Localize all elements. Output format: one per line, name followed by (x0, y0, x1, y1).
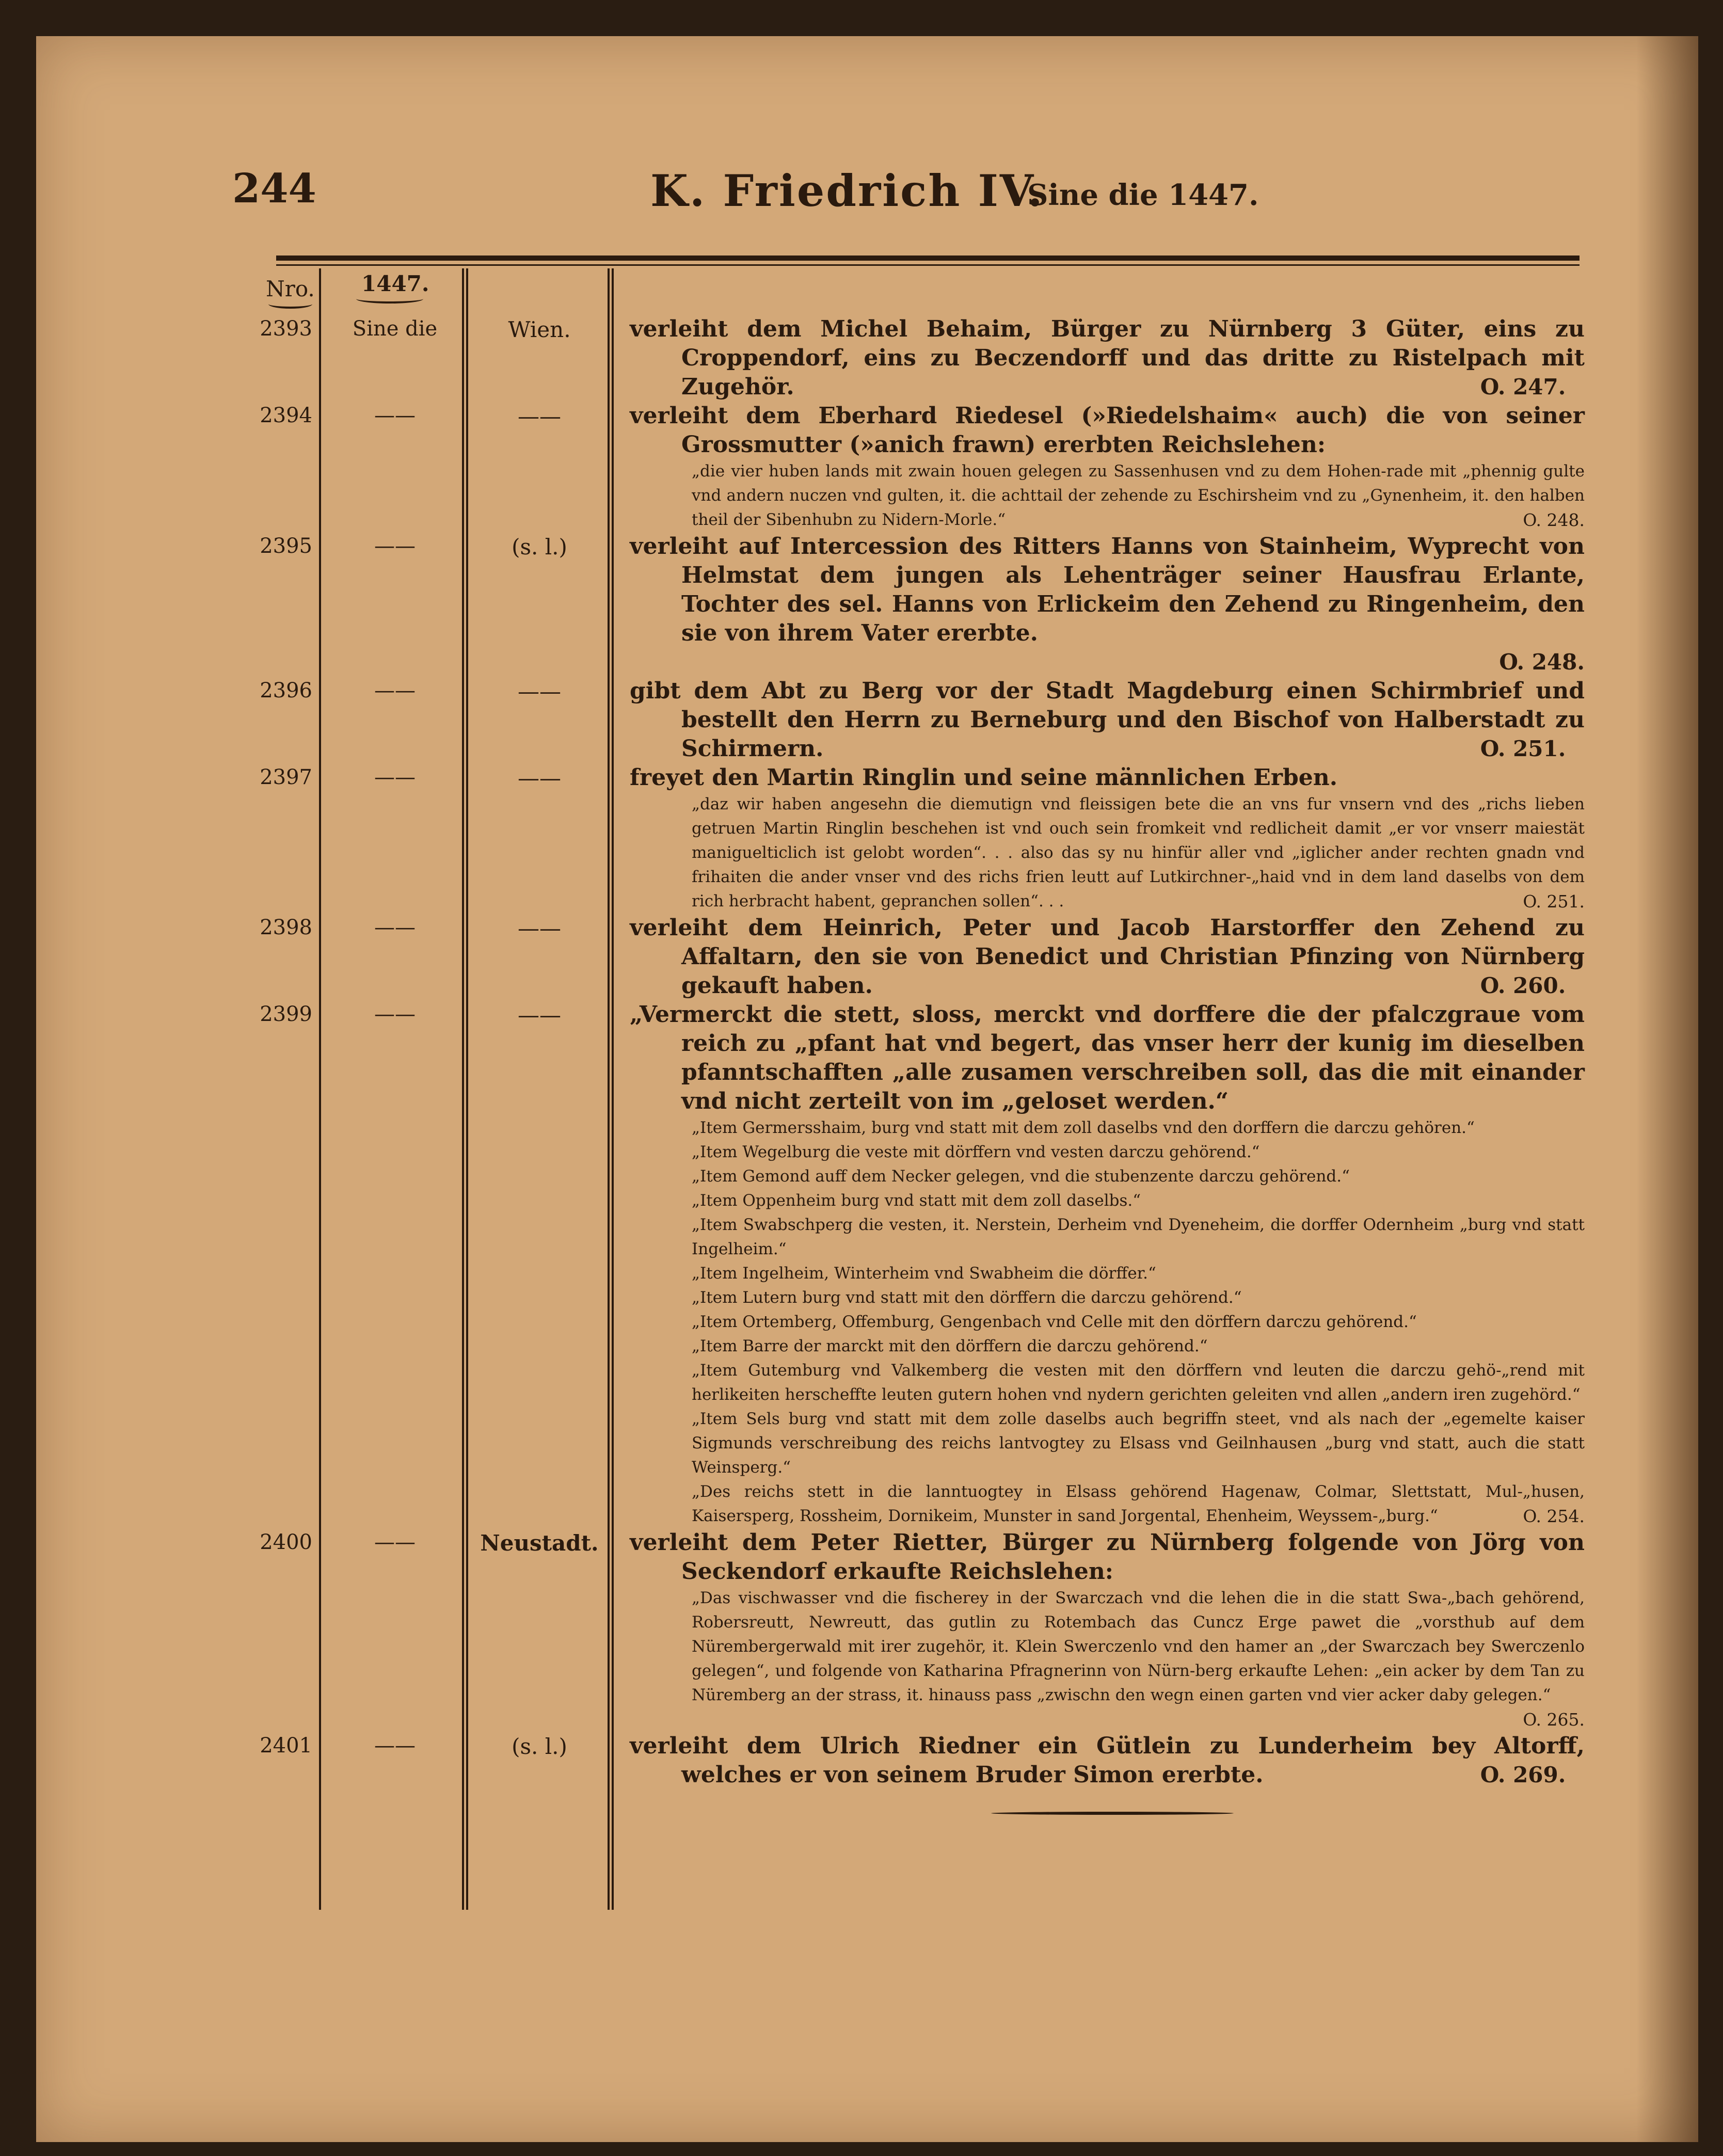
entry-source: O. 251. (1523, 891, 1585, 912)
entry-text: verleiht dem Ulrich Riedner ein Gütlein zu Lunderheim bey Altorff, welches er von seinem Bruder Simon ererbte. (630, 1733, 1585, 1788)
entry-source: O. 254. (1523, 1506, 1585, 1526)
entry-date: —— (374, 1002, 416, 1026)
entry-date: —— (374, 1734, 416, 1758)
entry-source: O. 248. (1523, 510, 1585, 530)
page-title: K. Friedrich IV. (650, 165, 1044, 216)
entry-number: 2396 (260, 679, 312, 702)
entry-source: O. 265. (1523, 1710, 1585, 1730)
entry-source: O. 260. (1480, 973, 1566, 998)
entry-date: —— (374, 534, 416, 558)
end-ornament-rule (991, 1812, 1234, 1815)
page-subtitle: Sine die 1447. (1027, 178, 1259, 212)
entry-2398 (248, 914, 1590, 1000)
entry-item: „Des reichs stett in die lanntuogtey in Elsass gehörend Hagenaw, Colmar, Slettstatt, Mul-„husen, Kaisersperg, Rossheim, Dornikeim, Munster in sand Jorgental, Ehenheim, Weyssem-„burg.“ (692, 1482, 1585, 1525)
entry-place: (s. l.) (512, 1734, 567, 1759)
entry-number: 2395 (260, 534, 312, 558)
entry-text: „Vermerckt die stett, sloss, merckt vnd dorffere die der pfalczgraue vom reich zu „pfant hat vnd begert, das vnser herr der kunig im dieselben pfanntschafften „alle zusamen verschreiben soll, das die mit einander vnd nicht zerteilt von im „geloset werden.“ (630, 1001, 1585, 1114)
entry-date: —— (374, 1530, 416, 1554)
entry-text: verleiht dem Michel Behaim, Bürger zu Nürnberg 3 Güter, eins zu Croppendorf, eins zu Beczendorff und das dritte zu Ristelpach mit Zugehör. (630, 316, 1585, 400)
entry-number: 2401 (260, 1734, 312, 1758)
entry-date: Sine die (352, 317, 438, 341)
entry-date: —— (374, 679, 416, 702)
entry-quote: „Das vischwasser vnd die fischerey in der Swarczach vnd die lehen die in die statt Swa-„bach gehörend, Robersreutt, Newreutt, das gutlin zu Rotembach das Cuncz Erge pawet die „vorsthub auf dem Nürembergerwald mit irer zugehör, it. Klein Swerczenlo vnd den hamer an „der Swarczach bey Swerczenlo gelegen“, und folgende von Katharina Pfragnerinn von Nürn-berg erkaufte Lehen: „ein acker by dem Tan zu Nüremberg an der strass, it. hinauss pass „zwischn den wegn einen garten vnd vier acker daby gelegen.“ (692, 1589, 1585, 1704)
entry-number: 2399 (260, 1002, 312, 1026)
entry-place: —— (518, 1002, 561, 1028)
entry-2396 (248, 677, 1590, 763)
entry-text: verleiht auf Intercession des Ritters Hanns von Stainheim, Wyprecht von Helmstat dem jungen als Lehenträger seiner Hausfrau Erlante, Tochter des sel. Hanns von Erlickeim den Zehend zu Ringenheim, den sie von ihrem Vater ererbte. (630, 533, 1585, 646)
entry-2401 (248, 1732, 1590, 1790)
entry-place: —— (518, 679, 561, 704)
entry-item: „Item Barre der marckt mit den dörffern die darczu gehörend.“ (692, 1337, 1208, 1355)
entry-2400 (248, 1528, 1590, 1732)
entry-item: „Item Wegelburg die veste mit dörffern vnd vesten darczu gehörend.“ (692, 1143, 1260, 1161)
entry-place: Neustadt. (480, 1530, 599, 1556)
entry-source: O. 251. (1480, 736, 1566, 761)
entry-item: „Item Gemond auff dem Necker gelegen, vnd die stubenzente darczu gehörend.“ (692, 1167, 1350, 1186)
entry-number: 2394 (260, 404, 312, 427)
entry-2394 (248, 402, 1590, 532)
column-header-nro: Nro. (266, 276, 315, 301)
entry-2393 (248, 315, 1590, 402)
page-header (232, 150, 1585, 227)
entry-2399 (248, 1000, 1590, 1528)
entry-place: —— (518, 404, 561, 429)
entry-2395 (248, 532, 1590, 677)
entry-quote: „die vier huben lands mit zwain houen gelegen zu Sassenhusen vnd zu dem Hohen-rade mit „phennig gulte vnd andern nuczen vnd gulten, it. die achttail der zehende zu Eschirsheim vnd zu „Gynenheim, it. den halben theil der Sibenhubn zu Nidern-Morle.“ (692, 462, 1585, 529)
column-header-year: 1447. (361, 271, 429, 296)
entry-number: 2393 (260, 317, 312, 341)
entry-text: verleiht dem Heinrich, Peter und Jacob Harstorffer den Zehend zu Affaltarn, den sie von Benedict und Christian Pfinzing von Nürnberg gekauft haben. (630, 915, 1585, 999)
entry-text: verleiht dem Eberhard Riedesel (»Riedelshaim« auch) die von seiner Grossmutter (»anich frawn) ererbten Reichslehen: (630, 403, 1585, 458)
entry-item: „Item Ingelheim, Winterheim vnd Swabheim die dörffer.“ (692, 1264, 1156, 1283)
entry-number: 2397 (260, 765, 312, 789)
entry-number: 2400 (260, 1530, 312, 1554)
register-entries (248, 315, 1590, 1790)
entry-item: „Item Germersshaim, burg vnd statt mit dem zoll daselbs vnd den dorffern die darczu gehören.“ (692, 1119, 1475, 1137)
entry-text: gibt dem Abt zu Berg vor der Stadt Magdeburg einen Schirmbrief und bestellt den Herrn zu Berneburg und den Bischof von Halberstadt zu Schirmern. (630, 678, 1585, 762)
entry-number: 2398 (260, 916, 312, 939)
page-number: 244 (232, 165, 316, 212)
entry-item: „Item Oppenheim burg vnd statt mit dem zoll daselbs.“ (692, 1191, 1141, 1210)
header-brace-nro (268, 299, 312, 309)
entry-source: O. 248. (1499, 649, 1585, 675)
entry-quote: „daz wir haben angesehn die diemutign vnd fleissigen bete die an vns fur vnsern vnd des „richs lieben getruen Martin Ringlin beschehen ist vnd ouch sein fromkeit vnd redlicheit damit „er vor vnserr maiestät maniguelticlich ist gelobt worden“. . . also das sy nu hinfür aller vnd „iglicher ander rechten gnadn vnd frihaiten die ander vnser vnd des richs frien leutt auf Lutkirchner-„haid vnd in dem land daselbs von dem rich herbracht habent, gepranchen sollen“. . . (692, 795, 1585, 911)
entry-item: „Item Sels burg vnd statt mit dem zolle daselbs auch begriffn steet, vnd als nach der „egemelte kaiser Sigmunds verschreibung des reichs lantvogtey zu Elsass vnd Geilnhausen „burg vnd statt, auch die statt Weinsperg.“ (692, 1410, 1585, 1477)
entry-source: O. 247. (1480, 374, 1566, 400)
header-rule-thin (276, 264, 1580, 266)
entry-item: „Item Ortemberg, Offemburg, Gengenbach vnd Celle mit den dörffern darczu gehörend.“ (692, 1313, 1417, 1331)
entry-item: „Item Lutern burg vnd statt mit den dörffern die darczu gehörend.“ (692, 1288, 1242, 1307)
entry-text: freyet den Martin Ringlin und seine männlichen Erben. (630, 764, 1338, 791)
entry-item: „Item Gutemburg vnd Valkemberg die vesten mit den dörffern vnd leuten die darczu gehö-„rend mit herlikeiten herscheffte leuten gutern hohen vnd nydern gerichten geleiten vnd allen „andern iren zugehörd.“ (692, 1361, 1585, 1404)
page-gutter-shadow (1636, 36, 1698, 2142)
entry-place: —— (518, 916, 561, 941)
header-brace-year (356, 294, 423, 304)
entry-place: (s. l.) (512, 534, 567, 560)
entry-date: —— (374, 765, 416, 789)
entry-2397 (248, 763, 1590, 914)
entry-place: —— (518, 765, 561, 791)
entry-place: Wien. (508, 317, 571, 342)
entry-date: —— (374, 916, 416, 939)
entry-text: verleiht dem Peter Rietter, Bürger zu Nürnberg folgende von Jörg von Seckendorf erkaufte Reichslehen: (630, 1529, 1585, 1585)
entry-date: —— (374, 404, 416, 427)
entry-source: O. 269. (1480, 1762, 1566, 1787)
header-rule-thick (276, 255, 1580, 261)
entry-item: „Item Swabschperg die vesten, it. Nerstein, Derheim vnd Dyeneheim, die dorffer Odernheim „burg vnd statt Ingelheim.“ (692, 1216, 1585, 1258)
